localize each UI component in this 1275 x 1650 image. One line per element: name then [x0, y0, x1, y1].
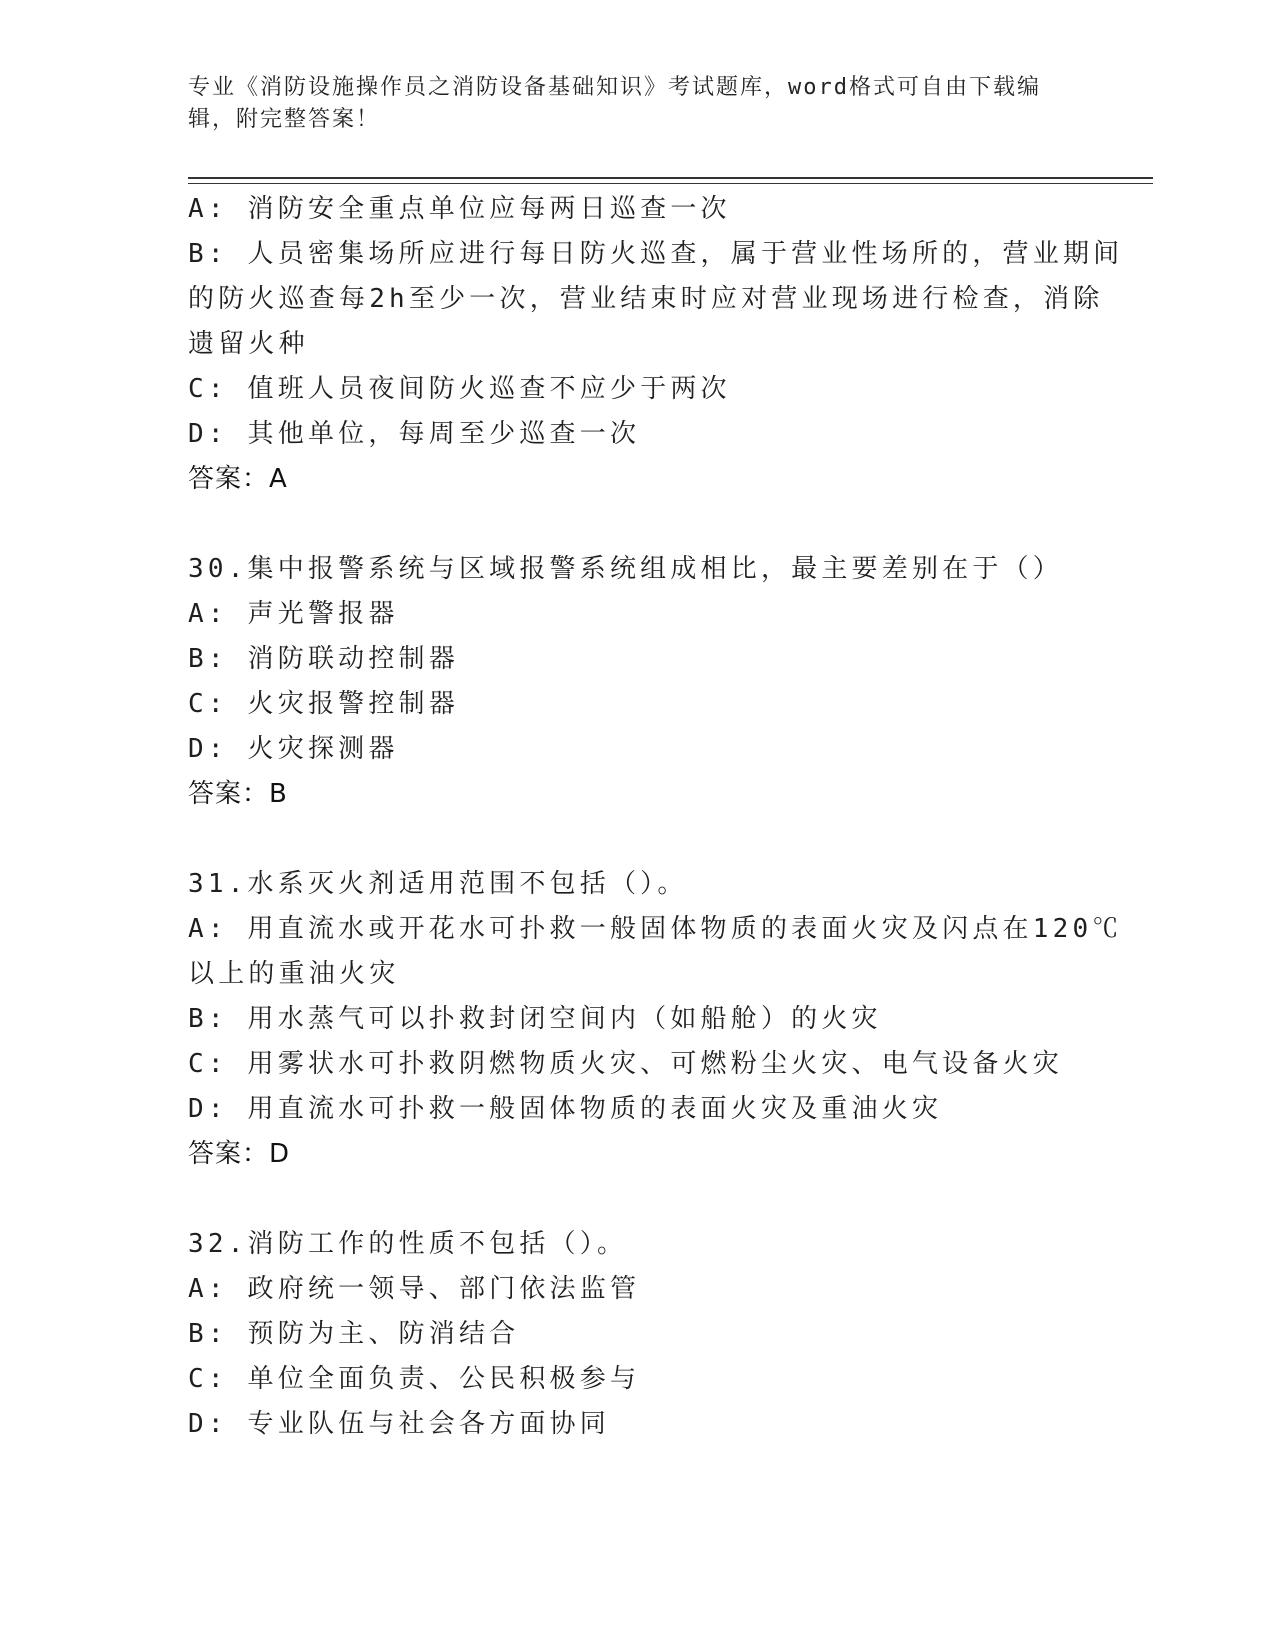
q32-option-d: D: 专业队伍与社会各方面协同 [188, 1409, 610, 1439]
q31-option-c: C: 用雾状水可扑救阴燃物质火灾、可燃粉尘火灾、电气设备火灾 [188, 1049, 1063, 1079]
q31-answer: 答案：D [188, 1139, 291, 1169]
q31-option-a-line-2: 以上的重油火灾 [188, 959, 400, 989]
q29-option-c: C: 值班人员夜间防火巡查不应少于两次 [188, 374, 731, 404]
header-divider-thin [188, 183, 1153, 184]
document-header [188, 72, 1068, 136]
q30-answer: 答案：B [188, 779, 288, 809]
q30-stem: 30.集中报警系统与区域报警系统组成相比，最主要差别在于（） [188, 554, 1063, 584]
q32-option-b: B: 预防为主、防消结合 [188, 1319, 520, 1349]
q32-option-a: A: 政府统一领导、部门依法监管 [188, 1274, 641, 1304]
q29-option-a: A: 消防安全重点单位应每两日巡查一次 [188, 194, 731, 224]
q30-option-c: C: 火灾报警控制器 [188, 689, 459, 719]
q30-option-a: A: 声光警报器 [188, 599, 399, 629]
header-line-1: 专业《消防设施操作员之消防设备基础知识》考试题库，word格式可自由下载编 [188, 75, 1041, 100]
q31-option-b: B: 用水蒸气可以扑救封闭空间内（如船舱）的火灾 [188, 1004, 882, 1034]
q29-option-b-line-2: 的防火巡查每2h至少一次，营业结束时应对营业现场进行检查，消除 [188, 284, 1104, 314]
q29-option-b-line-3: 遗留火种 [188, 329, 309, 359]
q30-option-b: B: 消防联动控制器 [188, 644, 459, 674]
q32-stem: 32.消防工作的性质不包括（）。 [188, 1229, 628, 1259]
q30-option-d: D: 火灾探测器 [188, 734, 399, 764]
header-divider-thick [188, 177, 1153, 179]
q29-option-b-line-1: B: 人员密集场所应进行每日防火巡查，属于营业性场所的，营业期间 [188, 239, 1124, 269]
q31-option-d: D: 用直流水可扑救一般固体物质的表面火灾及重油火灾 [188, 1094, 943, 1124]
q31-option-a-line-1: A: 用直流水或开花水可扑救一般固体物质的表面火灾及闪点在120℃ [188, 914, 1123, 944]
q29-option-d: D: 其他单位，每周至少巡查一次 [188, 419, 641, 449]
q29-answer: 答案：A [188, 464, 288, 494]
header-line-2: 辑，附完整答案！ [188, 107, 381, 132]
q32-option-c: C: 单位全面负责、公民积极参与 [188, 1364, 641, 1394]
q31-stem: 31.水系灭火剂适用范围不包括（）。 [188, 869, 688, 899]
